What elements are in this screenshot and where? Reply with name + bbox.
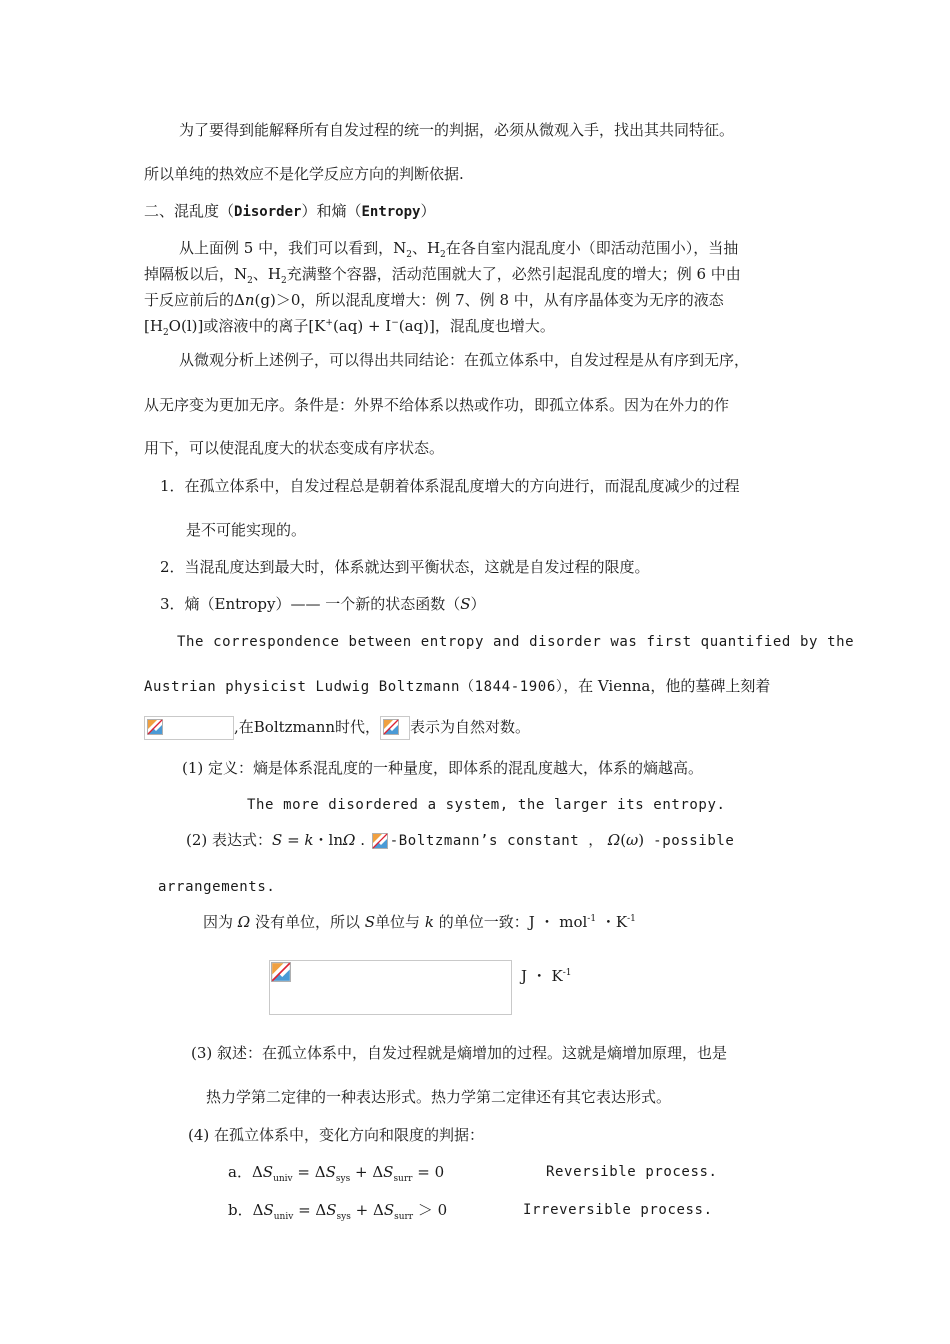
second-law-statement-line2: 热力学第二定律的一种表达形式。热力学第二定律还有其它表达形式。 — [206, 1088, 672, 1106]
criterion-irreversible-desc: Irreversible process. — [523, 1202, 713, 1218]
broken-image-icon — [147, 719, 163, 735]
ln-symbol-image — [380, 716, 410, 740]
k-symbol-image — [370, 831, 390, 851]
paragraph-intro-line1: 为了要得到能解释所有自发过程的统一的判据，必须从微观入手，找出其共同特征。 — [179, 121, 735, 139]
paragraph-examples-line2: 掉隔板以后，$N_2$、$H_2$充满整个容器，活动范围就大了，必然引起混乱度的增大；例 6 中由 — [144, 265, 741, 286]
paragraph-examples-line3: 于反应前后的Δn(g)＞0，所以混乱度增大：例 7、例 8 中，从有序晶体变为无序的液态 — [144, 291, 724, 309]
section-heading-disorder-entropy: 二、混乱度（Disorder）和熵（Entropy） — [144, 202, 436, 220]
paragraph-conclusion-line3: 用下，可以使混乱度大的状态变成有序状态。 — [144, 439, 445, 457]
tombstone-formula-line: ,在Boltzmann时代， 表示为自然对数。 — [144, 716, 530, 742]
paragraph-intro-line2: 所以单纯的热效应不是化学反应方向的判断依据. — [144, 165, 464, 183]
paragraph-examples-line4: $[H_2O(l)]$或溶液中的离子[K+(aq) + I−(aq)]，混乱度也增大。 — [144, 317, 555, 338]
paragraph-conclusion-line1: 从微观分析上述例子，可以得出共同结论：在孤立体系中，自发过程是从有序到无序， — [179, 351, 750, 369]
criterion-irreversible: b．$\Delta S_{univ} = \Delta S_{sys} + \Delta S_{surr} > 0$ — [228, 1201, 448, 1222]
criterion-reversible-desc: Reversible process. — [546, 1164, 718, 1180]
definition-entropy-english: The more disordered a system, the larger its entropy. — [247, 797, 726, 813]
boltzmann-constant-unit: J ・ $K^{-1}$ — [521, 967, 572, 985]
paragraph-examples-line1: 从上面例 5 中，我们可以看到，$N_2$、$H_2$在各自室内混乱度小（即活动范围小），当抽 — [179, 239, 739, 260]
broken-image-icon — [271, 962, 291, 982]
boltzmann-constant-image — [269, 960, 512, 1015]
criteria-heading: (4) 在孤立体系中，变化方向和限度的判据： — [188, 1126, 485, 1144]
criterion-reversible: a．$\Delta S_{univ} = \Delta S_{sys} + \Delta S_{surr} = 0$ — [228, 1163, 445, 1184]
list-item-1-line2: 是不可能实现的。 — [186, 521, 307, 539]
english-boltzmann-line2: Austrian physicist Ludwig Boltzmann（1844-1906），在 Vienna，他的墓碑上刻着 — [144, 677, 771, 695]
expression-line: (2) 表达式：S = k・lnΩ . -Boltzmann’s constant ， Ω(ω) -possible — [186, 831, 735, 849]
second-law-statement-line1: (3) 叙述：在孤立体系中，自发过程就是熵增加的过程。这就是熵增加原理，也是 — [191, 1044, 728, 1062]
list-item-3: 3．熵（Entropy）—— 一个新的状态函数（S） — [160, 595, 486, 613]
definition-entropy: (1) 定义：熵是体系混乱度的一种量度，即体系的混乱度越大，体系的熵越高。 — [182, 759, 704, 777]
english-boltzmann-line1: The correspondence between entropy and disorder was first quantified by the — [177, 634, 855, 650]
tombstone-formula-image — [144, 716, 234, 740]
paragraph-conclusion-line2: 从无序变为更加无序。条件是：外界不给体系以热或作功，即孤立体系。因为在外力的作 — [144, 396, 730, 414]
broken-image-icon — [372, 833, 388, 849]
arrangements-text: arrangements. — [158, 879, 276, 895]
units-line: 因为 Ω 没有单位，所以 S单位与 k 的单位一致：J ・ mol$^{-1}$ ・$K^{-1}$ — [203, 913, 636, 931]
broken-image-icon — [383, 719, 399, 735]
list-item-2: 2．当混乱度达到最大时，体系就达到平衡状态，这就是自发过程的限度。 — [160, 558, 650, 576]
list-item-1-line1: 1．在孤立体系中，自发过程总是朝着体系混乱度增大的方向进行，而混乱度减少的过程 — [160, 477, 740, 495]
